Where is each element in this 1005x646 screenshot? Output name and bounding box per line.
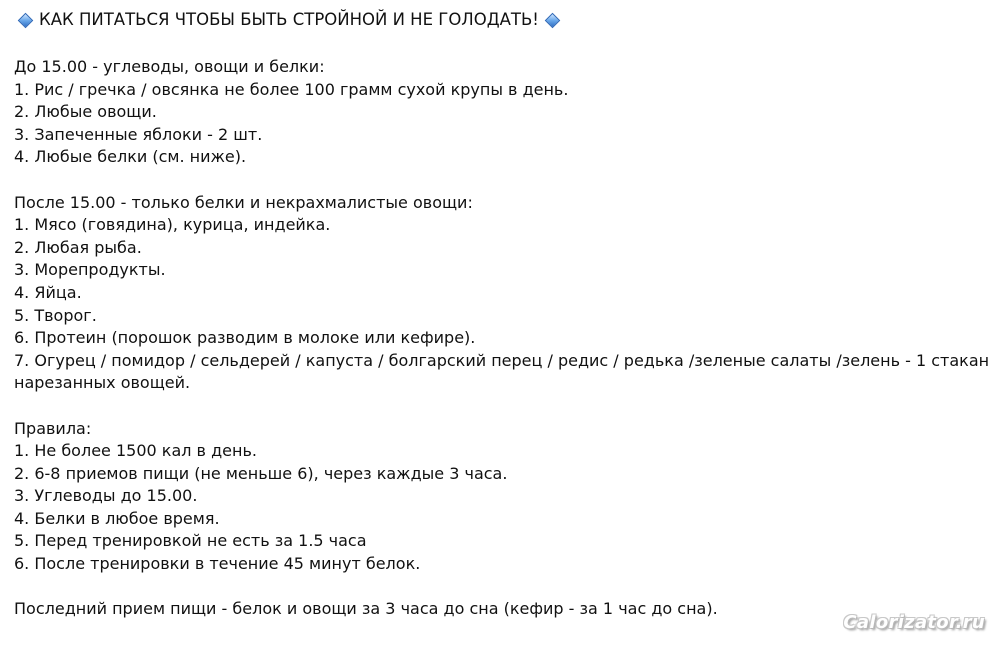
list-item: 3. Запеченные яблоки - 2 шт. [14,124,263,144]
list-item: 2. 6-8 приемов пищи (не меньше 6), через каждые 3 часа. [14,463,508,483]
blue-diamond-icon [545,12,561,28]
blue-diamond-icon [18,12,34,28]
list-item: 5. Перед тренировкой не есть за 1.5 часа [14,531,367,551]
list-item: 1. Рис / гречка / овсянка не более 100 грамм сухой крупы в день. [14,79,569,99]
section-before-15 [14,56,1002,169]
list-item: 2. Любые овощи. [14,102,157,122]
section-heading: До 15.00 - углеводы, овощи и белки: [14,57,325,76]
footer-note: Последний прием пищи - белок и овощи за 3 часа до сна (кефир - за 1 час до сна). [14,599,718,619]
section-rules [14,418,1002,576]
section-heading: Правила: [14,418,92,438]
page-title [14,8,1002,32]
watermark: Calorizator.ru [843,612,985,633]
list-item: 7. Огурец / помидор / сельдерей / капуста / болгарский перец / редис / редька /зеленые салаты /зелень - 1 стакан [14,350,990,370]
list-item: 6. Протеин (порошок разводим в молоке или кефире). [14,328,476,348]
section-after-15 [14,192,1002,395]
list-item: 3. Морепродукты. [14,260,166,280]
list-item: 1. Мясо (говядина), курица, индейка. [14,215,331,235]
document [14,8,1002,621]
page-title-text: КАК ПИТАТЬСЯ ЧТОБЫ БЫТЬ СТРОЙНОЙ И НЕ ГОЛОДАТЬ! [39,10,539,29]
list-item: 4. Яйца. [14,282,82,302]
list-item: 4. Любые белки (см. ниже). [14,147,247,167]
list-item: 1. Не более 1500 кал в день. [14,441,257,461]
list-item: 5. Творог. [14,305,97,325]
list-item: 6. После тренировки в течение 45 минут белок. [14,554,421,574]
list-item-continuation: нарезанных овощей. [14,373,191,393]
list-item: 2. Любая рыба. [14,237,142,257]
section-heading: После 15.00 - только белки и некрахмалистые овощи: [14,192,473,212]
list-item: 3. Углеводы до 15.00. [14,486,198,506]
list-item: 4. Белки в любое время. [14,508,220,528]
